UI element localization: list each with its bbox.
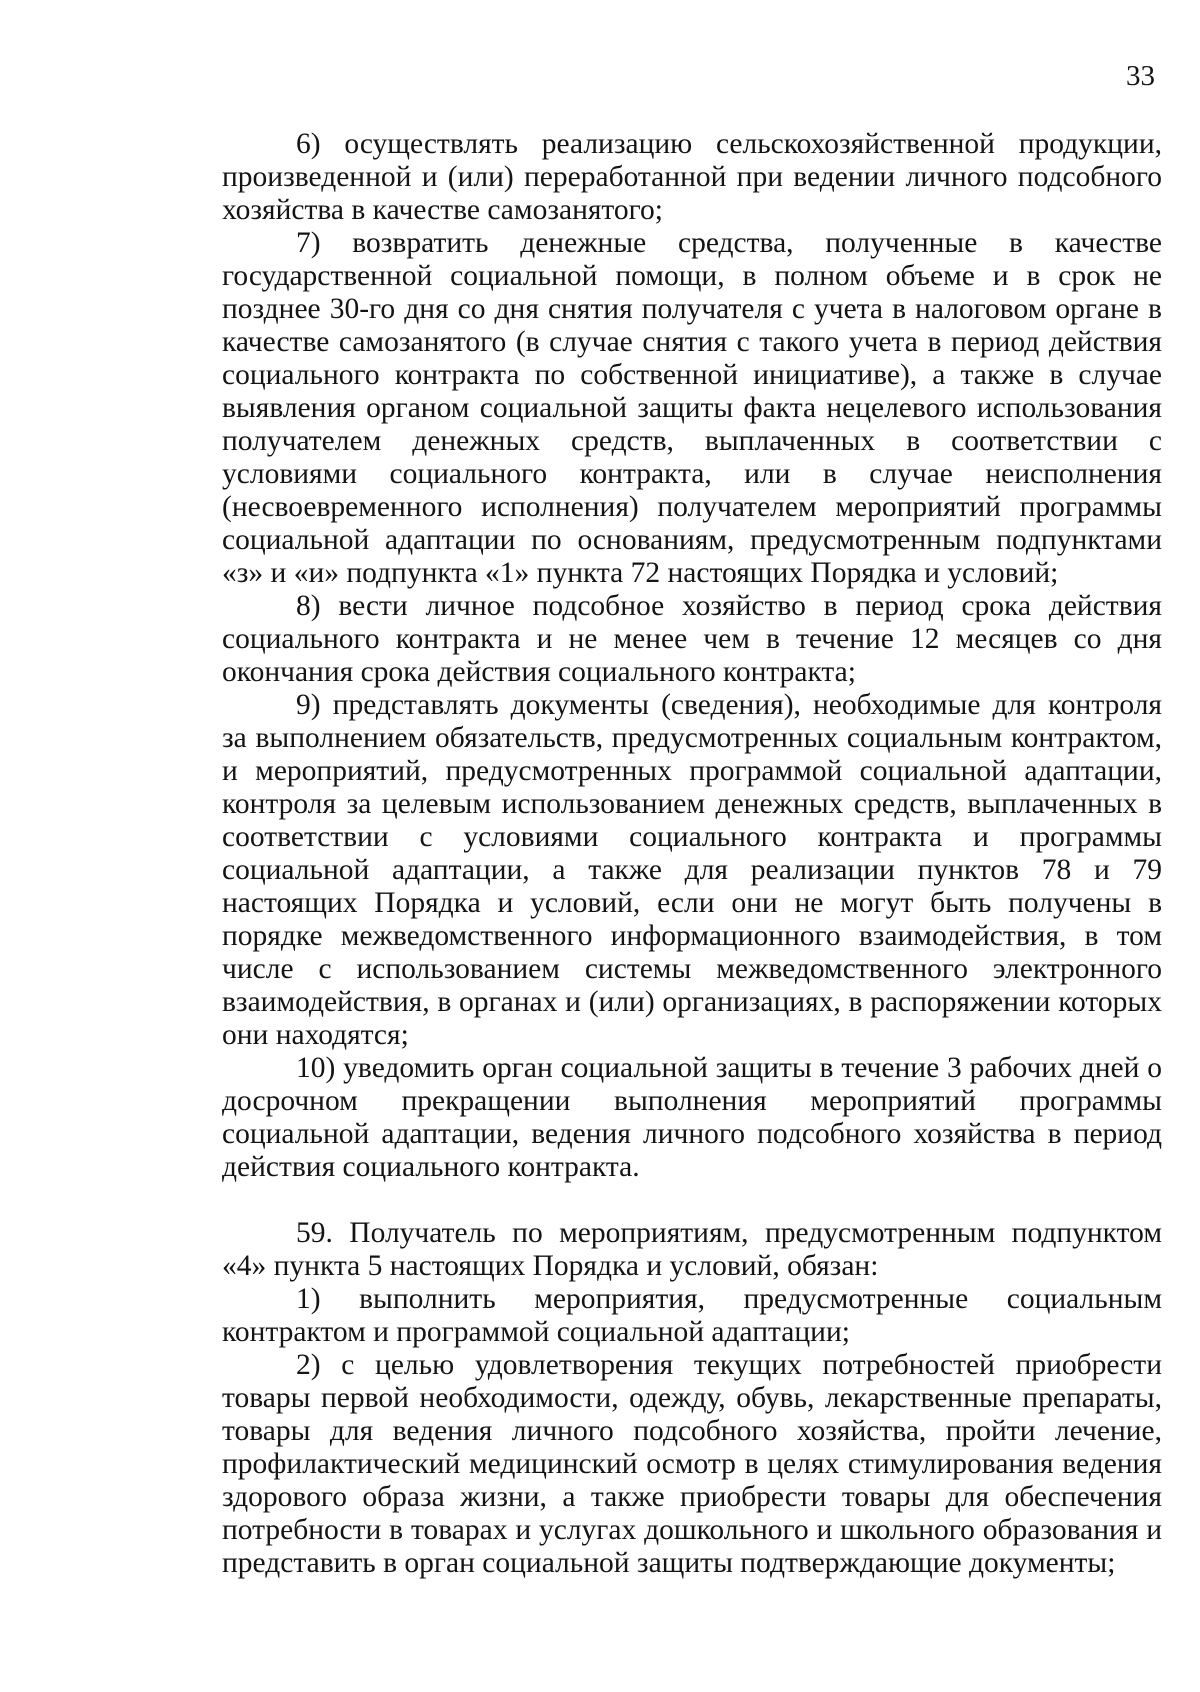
paragraph-item-2: 2) с целью удовлетворения текущих потребностей приобрести товары первой необходимости, одежду, обувь, лекарственные препараты, товары для ведения личного подсобного хозяйства, пройти лечение, профилактический медицинский осмотр в целях стимулирования ведения здорового образа жизни, а также приобрести товары для обеспечения потребности в товарах и услугах дошкольного и школьного образования и представить в орган социальной защиты подтверждающие документы; — [222, 1349, 1162, 1579]
page-number: 33 — [1126, 60, 1155, 92]
paragraph-item-1: 1) выполнить мероприятия, предусмотренные социальным контрактом и программой социальной адаптации; — [222, 1283, 1162, 1348]
paragraph-clause-59: 59. Получатель по мероприятиям, предусмотренным подпунктом «4» пункта 5 настоящих Порядка и условий, обязан: — [222, 1217, 1162, 1282]
paragraph-item-8: 8) вести личное подсобное хозяйство в период срока действия социального контракта и не менее чем в течение 12 месяцев со дня окончания срока действия социального контракта; — [222, 590, 1162, 688]
document-body — [222, 128, 1162, 1580]
paragraph-item-7: 7) возвратить денежные средства, полученные в качестве государственной социальной помощи, в полном объеме и в срок не позднее 30-го дня со дня снятия получателя с учета в налоговом органе в качестве самозанятого (в случае снятия с такого учета в период действия социального контракта по собственной инициативе), а также в случае выявления органом социальной защиты факта нецелевого использования получателем денежных средств, выплаченных в соответствии с условиями социального контракта, или в случае неисполнения (несвоевременного исполнения) получателем мероприятий программы социальной адаптации по основаниям, предусмотренным подпунктами «з» и «и» подпункта «1» пункта 72 настоящих Порядка и условий; — [222, 227, 1162, 589]
paragraph-item-6: 6) осуществлять реализацию сельскохозяйственной продукции, произведенной и (или) переработанной при ведении личного подсобного хозяйства в качестве самозанятого; — [222, 128, 1162, 226]
paragraph-item-10: 10) уведомить орган социальной защиты в течение 3 рабочих дней о досрочном прекращении выполнения мероприятий программы социальной адаптации, ведения личного подсобного хозяйства в период действия социального контракта. — [222, 1052, 1162, 1183]
paragraph-item-9: 9) представлять документы (сведения), необходимые для контроля за выполнением обязательств, предусмотренных социальным контрактом, и мероприятий, предусмотренных программой социальной адаптации, контроля за целевым использованием денежных средств, выплаченных в соответствии с условиями социального контракта и программы социальной адаптации, а также для реализации пунктов 78 и 79 настоящих Порядка и условий, если они не могут быть получены в порядке межведомственного информационного взаимодействия, в том числе с использованием системы межведомственного электронного взаимодействия, в органах и (или) организациях, в распоряжении которых они находятся; — [222, 689, 1162, 1051]
